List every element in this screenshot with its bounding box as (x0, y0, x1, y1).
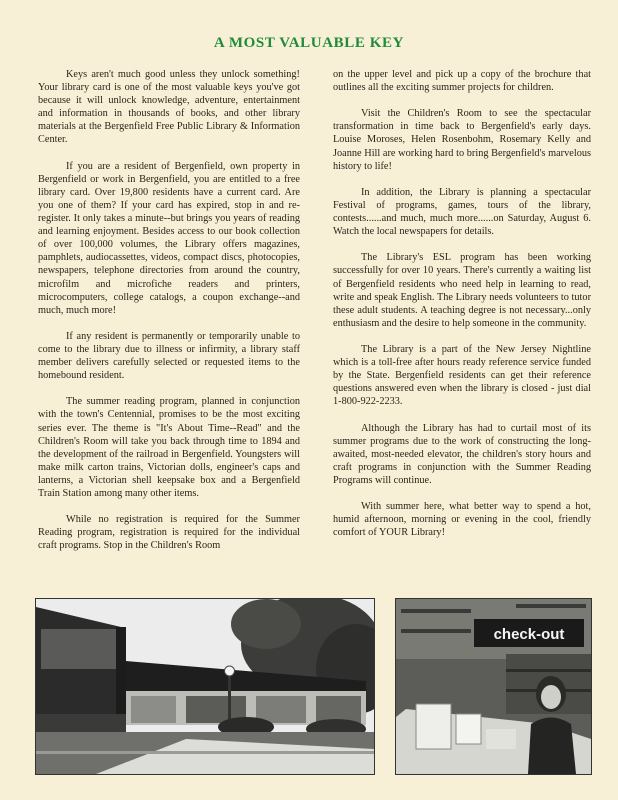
paragraph: The summer reading program, planned in conjunction with the town's Centennial, promises to be the most exciting series ever. The theme is "It's About Time--Read" and the Children's Room will take you back through time to 1894 and the development of the railroad in Bergenfield. Youngsters will make milk carton trains, Victorian dolls, engineer's caps and lanterns, a Victorian shell keepsake box and a Bergenfield Train Station among many other items. (38, 396, 300, 499)
library-building-photo (35, 598, 375, 775)
paragraph: The Library's ESL program has been working successfully for over 10 years. There's currently a waiting list of Bergenfield residents who need help in learning to read, write and speak English. The Library needs volunteers to tutor these adult students. A teaching degree is not necessary...only enthusiasm and the desire to help someone in the community. (333, 252, 591, 329)
checkout-photo-illustration (396, 599, 591, 774)
checkout-sign-text: check-out (493, 626, 565, 643)
paragraph: Visit the Children's Room to see the spectacular transformation in time back to Bergenfield's early days. Louise Moroses, Helen Rosenbohm, Rosemary Kelly and Joanne Hill are working hard to bring Bergenfield's marvelous history to life! (333, 108, 591, 172)
left-column (38, 68, 300, 566)
paragraph: The Library is a part of the New Jersey Nightline which is a toll-free after hours ready reference service funded by the State. Bergenfield residents can get their reference questions answered even when the library is closed - just dial 1-800-922-2233. (333, 343, 591, 408)
paragraph: In addition, the Library is planning a spectacular Festival of programs, games, tours of the library, contests......and much, much more......on Saturday, August 6. Watch the local newspapers for details. (333, 186, 591, 238)
checkout-desk-photo (395, 598, 592, 775)
paragraph: Although the Library has had to curtail most of its summer programs due to the work of constructing the long-awaited, most-needed elevator, the children's story hours and craft programs in conjunction with the Summer Reading Programs will continue. (333, 422, 591, 486)
building-photo-illustration (36, 599, 374, 774)
right-column (333, 68, 591, 552)
paragraph: If you are a resident of Bergenfield, own property in Bergenfield or work in Bergenfield, you are entitled to a free library card. Over 19,800 residents have a current card. Are you one of them? If your card has expired, stop in and re-register. It only takes a minute--but brings you years of reading and learning enjoyment. Besides access to our book collection of over 100,000 volumes, the Library offers magazines, pamphlets, audiocassettes, videos, compact discs, photocopies, newspapers, telephone directories from around the country, microfilm and microfiche readers and printers, microcomputers, college catalogs, a coupon exchange--and much, much more! (38, 160, 300, 316)
paragraph: If any resident is permanently or temporarily unable to come to the library due to illness or infirmity, a library staff member delivers carefully selected or requested items to the homebound resident. (38, 330, 300, 382)
article-title: A MOST VALUABLE KEY (213, 35, 405, 51)
paragraph: Keys aren't much good unless they unlock something! Your library card is one of the most valuable keys you've got because it will unlock knowledge, adventure, entertainment and information in thousands of books, and other library materials at the Bergenfield Free Public Library & Information Center. (38, 69, 300, 146)
paragraph-continuation: on the upper level and pick up a copy of the brochure that outlines all the exciting summer projects for children. (333, 69, 591, 94)
paragraph: While no registration is required for the Summer Reading program, registration is required for the individual craft programs. Stop in the Children's Room (38, 514, 300, 552)
paragraph: With summer here, what better way to spend a hot, humid afternoon, morning or evening in the cool, friendly comfort of YOUR Library! (333, 501, 591, 539)
